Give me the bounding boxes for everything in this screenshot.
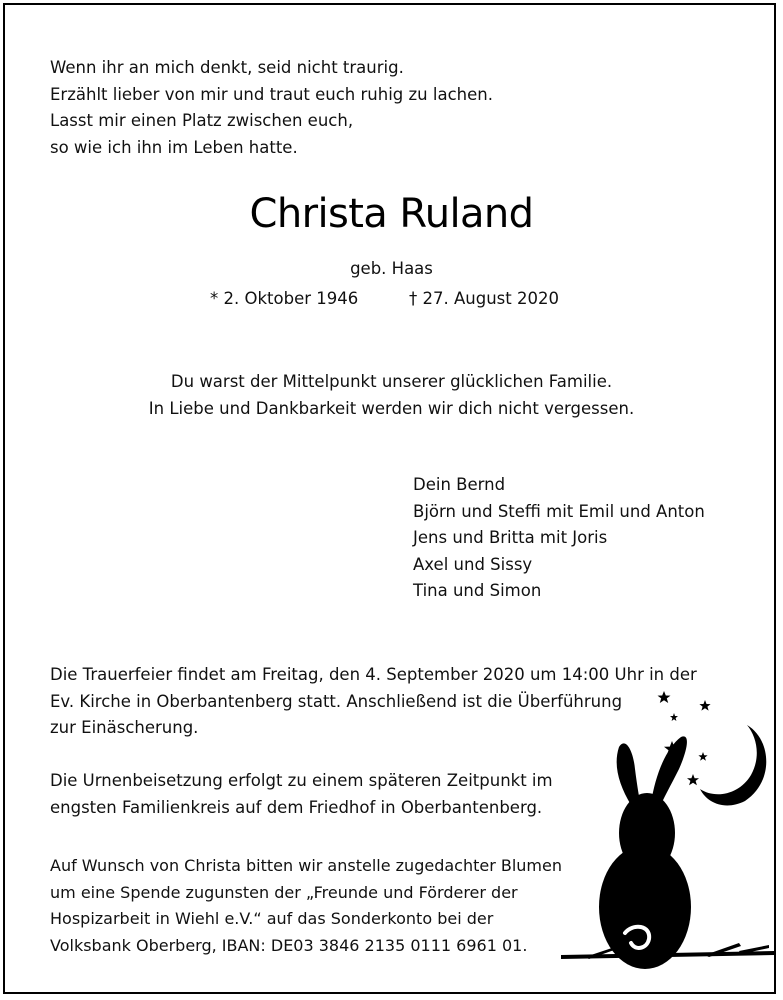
poem <box>50 55 493 161</box>
rabbit-moon-stars-icon <box>555 685 776 985</box>
ceremony-line: zur Einäscherung. <box>50 718 199 737</box>
star-icon <box>699 700 710 711</box>
moon-icon <box>700 725 766 805</box>
urn-notice <box>50 768 553 821</box>
family-member: Jens und Britta mit Joris <box>413 528 608 547</box>
tribute <box>5 369 776 422</box>
obituary-card <box>3 3 776 994</box>
poem-line: Wenn ihr an mich denkt, seid nicht traurig. <box>50 58 404 77</box>
family-member: Tina und Simon <box>413 581 542 600</box>
poem-line: Lasst mir einen Platz zwischen euch, <box>50 111 354 130</box>
birth-date: * 2. Oktober 1946 <box>210 289 359 308</box>
ceremony-line: Ev. Kirche in Oberbantenberg statt. Anschließend ist die Überführung <box>50 691 623 711</box>
star-icon <box>670 713 678 721</box>
donation-line: um eine Spende zugunsten der „Freunde und Förderer der <box>50 882 518 902</box>
deceased-name: Christa Ruland <box>249 191 534 237</box>
family-member: Dein Bernd <box>413 475 506 494</box>
family-member: Björn und Steffi mit Emil und Anton <box>413 501 705 521</box>
family-member: Axel und Sissy <box>413 554 533 574</box>
family-signatures <box>413 472 705 605</box>
urn-line: engsten Familienkreis auf dem Friedhof in Oberbantenberg. <box>50 797 543 817</box>
donation-notice <box>50 853 562 959</box>
star-icon <box>698 752 707 761</box>
star-icon <box>658 691 671 703</box>
urn-line: Die Urnenbeisetzung erfolgt zu einem späteren Zeitpunkt im <box>50 771 553 790</box>
tribute-line: Du warst der Mittelpunkt unserer glücklichen Familie. <box>170 372 613 391</box>
death-date: † 27. August 2020 <box>409 289 559 308</box>
donation-line: Volksbank Oberberg, IBAN: DE03 3846 2135 0111 6961 01. <box>50 935 528 955</box>
donation-line: Auf Wunsch von Christa bitten wir anstelle zugedachter Blumen <box>50 856 562 875</box>
poem-line: Erzählt lieber von mir und traut euch ruhig zu lachen. <box>50 84 493 104</box>
tribute-line: In Liebe und Dankbarkeit werden wir dich nicht vergessen. <box>148 398 635 418</box>
donation-line: Hospizarbeit in Wiehl e.V.“ auf das Sonderkonto bei der <box>50 909 494 928</box>
ceremony-line: Die Trauerfeier findet am Freitag, den 4. September 2020 um 14:00 Uhr in der <box>50 665 697 684</box>
maiden-name: geb. Haas <box>350 259 433 278</box>
star-icon <box>687 774 699 785</box>
poem-line: so wie ich ihn im Leben hatte. <box>50 137 298 157</box>
